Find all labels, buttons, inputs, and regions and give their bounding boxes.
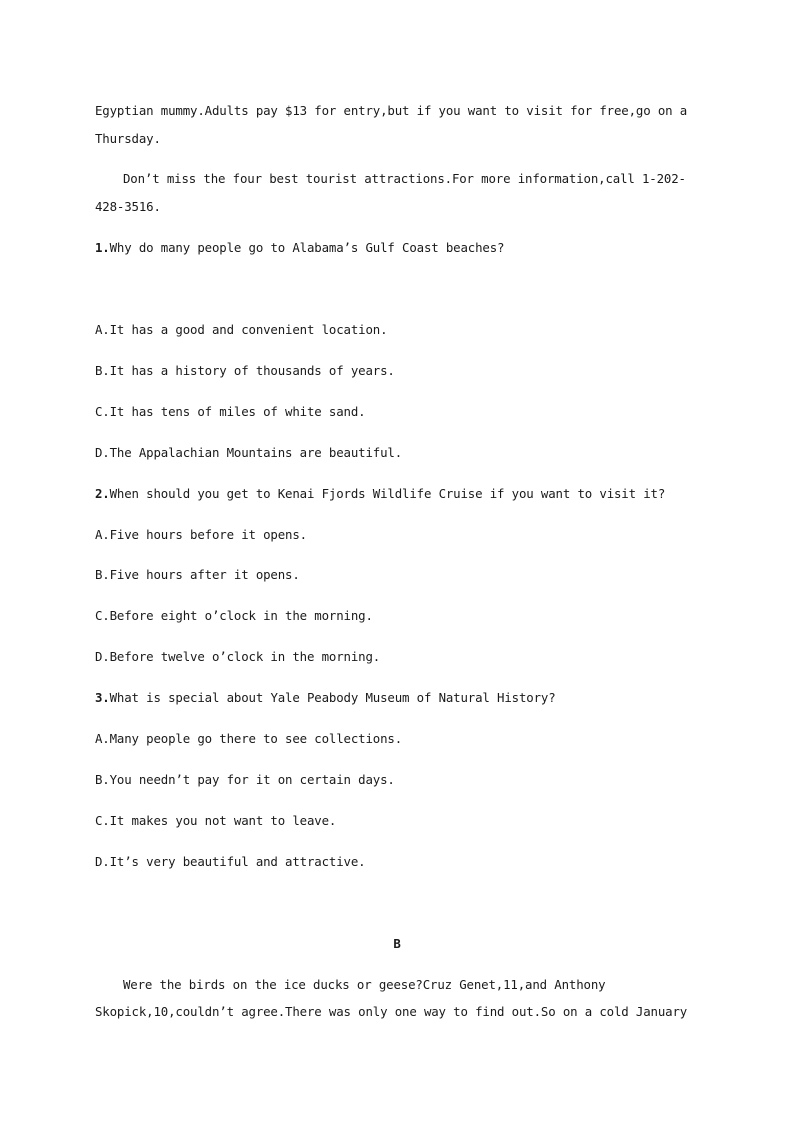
question-number: 3. <box>95 690 110 705</box>
question-text: What is special about Yale Peabody Museum of Natural History? <box>109 690 556 705</box>
passage-line: Egyptian mummy.Adults pay $13 for entry,but if you want to visit for free,go on a <box>95 103 688 118</box>
option-c: C.It makes you not want to leave. <box>95 813 337 828</box>
option-d: D.Before twelve o’clock in the morning. <box>95 649 381 664</box>
option-b: B.It has a history of thousands of years. <box>95 363 395 378</box>
option-b: B.You needn’t pay for it on certain days. <box>95 772 395 787</box>
question-1 <box>95 240 504 256</box>
option-a: A.Five hours before it opens. <box>95 527 307 542</box>
passage-line: Thursday. <box>95 131 161 146</box>
question-text: Why do many people go to Alabama’s Gulf Coast beaches? <box>109 240 505 255</box>
option-c: C.Before eight o’clock in the morning. <box>95 608 373 623</box>
question-number: 2. <box>95 486 110 501</box>
passage-line: Were the birds on the ice ducks or geese?Cruz Genet,11,and Anthony <box>123 977 606 992</box>
option-c: C.It has tens of miles of white sand. <box>95 404 366 419</box>
passage-line: Skopick,10,couldn’t agree.There was only one way to find out.So on a cold January <box>95 1004 688 1019</box>
question-number: 1. <box>95 240 110 255</box>
option-a: A.It has a good and convenient location. <box>95 322 388 337</box>
question-3 <box>95 690 556 706</box>
question-2 <box>95 486 665 502</box>
question-text: When should you get to Kenai Fjords Wildlife Cruise if you want to visit it? <box>109 486 666 501</box>
option-b: B.Five hours after it opens. <box>95 567 300 582</box>
option-d: D.It’s very beautiful and attractive. <box>95 854 366 869</box>
passage-line: 428-3516. <box>95 199 161 214</box>
option-d: D.The Appalachian Mountains are beautiful. <box>95 445 403 460</box>
option-a: A.Many people go there to see collections. <box>95 731 403 746</box>
section-heading: B <box>393 936 401 951</box>
passage-line: Don’t miss the four best tourist attractions.For more information,call 1-202- <box>123 171 686 186</box>
